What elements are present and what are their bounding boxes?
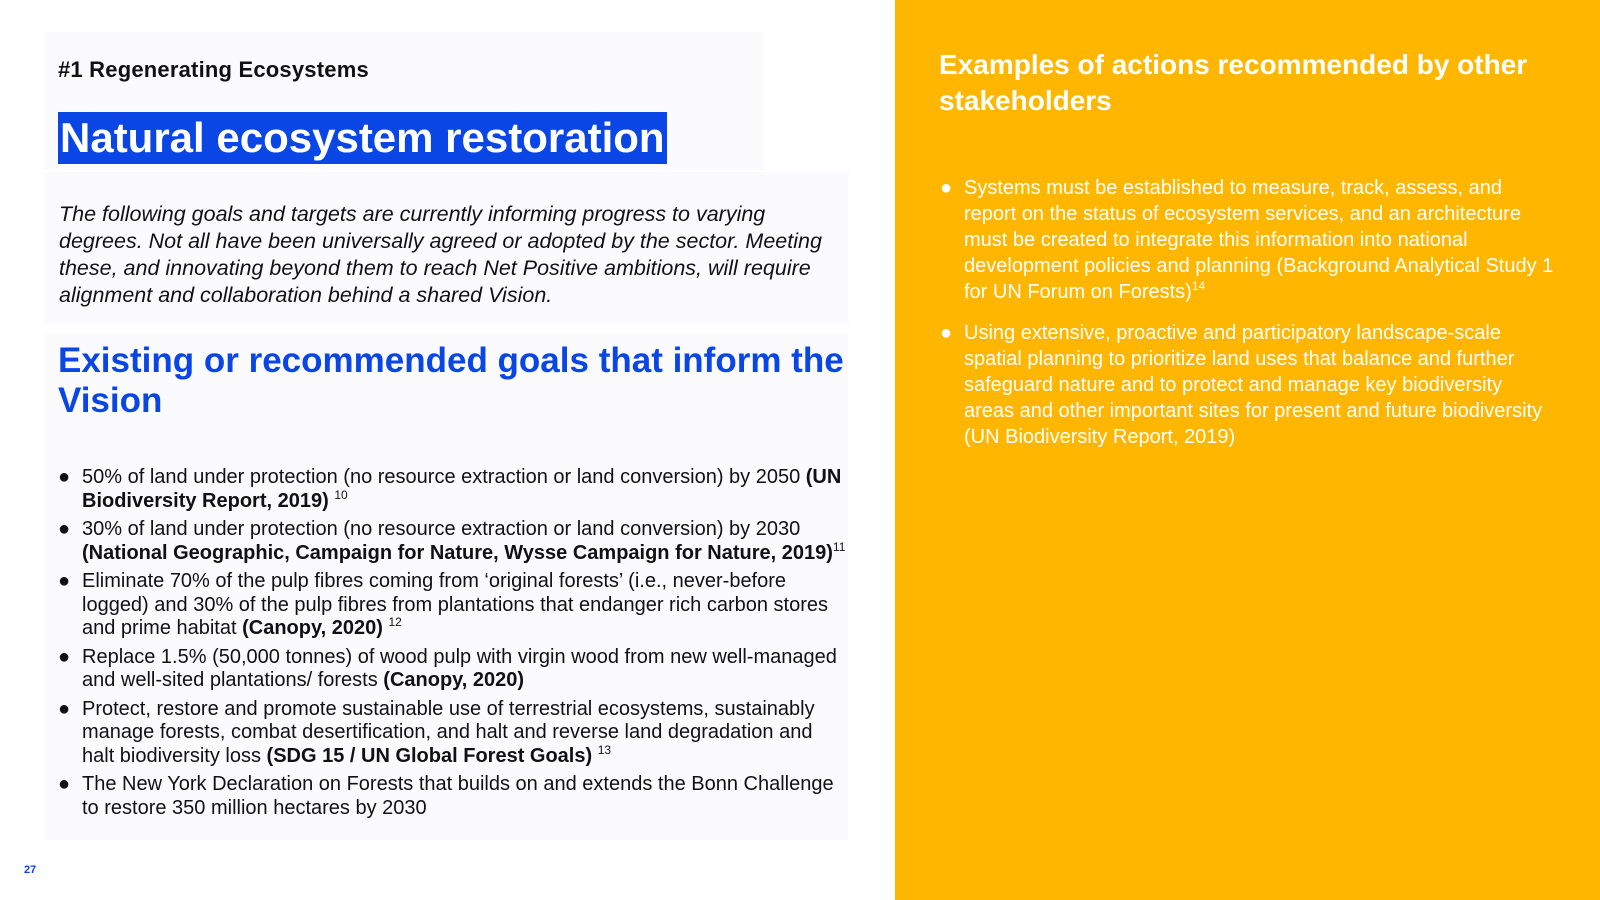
- page-title: Natural ecosystem restoration: [58, 112, 667, 164]
- goal-source: (SDG 15 / UN Global Forest Goals): [266, 744, 593, 767]
- bullet-icon: ●: [58, 773, 71, 795]
- goal-text: 30% of land under protection (no resource extraction or land conversion) by 2030: [82, 518, 801, 540]
- goal-text: The New York Declaration on Forests that builds on and extends the Bonn Challenge to restore 350 million hectares by 2030: [82, 773, 834, 819]
- list-item: [58, 570, 848, 641]
- goals-list: [58, 466, 848, 825]
- goals-heading: Existing or recommended goals that inform the Vision: [58, 341, 844, 420]
- footnote-ref: 10: [334, 487, 348, 502]
- right-heading: Examples of actions recommended by other stakeholders: [939, 49, 1528, 116]
- goal-source: (Canopy, 2020): [383, 669, 525, 691]
- goal-source: (Canopy, 2020): [242, 617, 383, 639]
- footnote-ref: 12: [388, 615, 402, 629]
- actions-list: [940, 175, 1555, 465]
- goal-text: 50% of land under protection (no resource extraction or land conversion) by 2050: [82, 466, 806, 488]
- bullet-icon: ●: [58, 466, 71, 488]
- goal-source: (National Geographic, Campaign for Nature, Wysse Campaign for Nature, 2019): [82, 541, 833, 564]
- page-number: 27: [24, 864, 37, 876]
- goal-text: Eliminate 70% of the pulp fibres coming from ‘original forests’ (i.e., never-before logged) and 30% of the pulp fibres from plantations that endanger rich carbon stores and prime habitat: [82, 570, 829, 639]
- section-label: #1 Regenerating Ecosystems: [58, 57, 369, 82]
- intro-paragraph: The following goals and targets are currently informing progress to varying degrees. Not all have been universally agreed or adopted by the sector. Meeting these, and innovating beyond them to reach Net Positive ambitions, will require alignment and collaboration behind a shared Vision.: [59, 202, 822, 307]
- action-text: Systems must be established to measure, track, assess, and report on the status of ecosystem services, and an architecture must be created to integrate this information into national development policies and planning (Background Analytical Study 1 for UN Forum on Forests): [964, 177, 1554, 303]
- list-item: [58, 518, 848, 565]
- list-item: [58, 466, 848, 513]
- list-item: [940, 320, 1555, 450]
- footnote-ref: 14: [1191, 279, 1206, 293]
- bullet-icon: ●: [940, 177, 953, 199]
- bullet-icon: ●: [58, 697, 71, 720]
- bullet-icon: ●: [58, 570, 71, 592]
- bullet-icon: ●: [58, 518, 71, 540]
- list-item: [940, 175, 1555, 305]
- list-item: [58, 773, 848, 820]
- bullet-icon: ●: [940, 322, 953, 344]
- goal-source: (UN Biodiversity Report, 2019): [82, 466, 842, 512]
- footnote-ref: 13: [597, 742, 612, 757]
- bullet-icon: ●: [58, 645, 71, 668]
- goal-text: Replace 1.5% (50,000 tonnes) of wood pulp with virgin wood from new well-managed and well-sited plantations/ forests: [82, 645, 837, 691]
- list-item: [58, 646, 848, 693]
- footnote-ref: 11: [832, 539, 846, 554]
- list-item: [58, 698, 848, 769]
- goal-text: Protect, restore and promote sustainable use of terrestrial ecosystems, sustainably manage forests, combat desertification, and halt and reverse land degradation and halt biodiversity loss: [82, 697, 815, 767]
- action-text: Using extensive, proactive and participatory landscape-scale spatial planning to prioritize land uses that balance and further safeguard nature and to protect and manage key biodiversity areas and other important sites for present and future biodiversity (UN Biodiversity Report, 2019): [964, 322, 1543, 448]
